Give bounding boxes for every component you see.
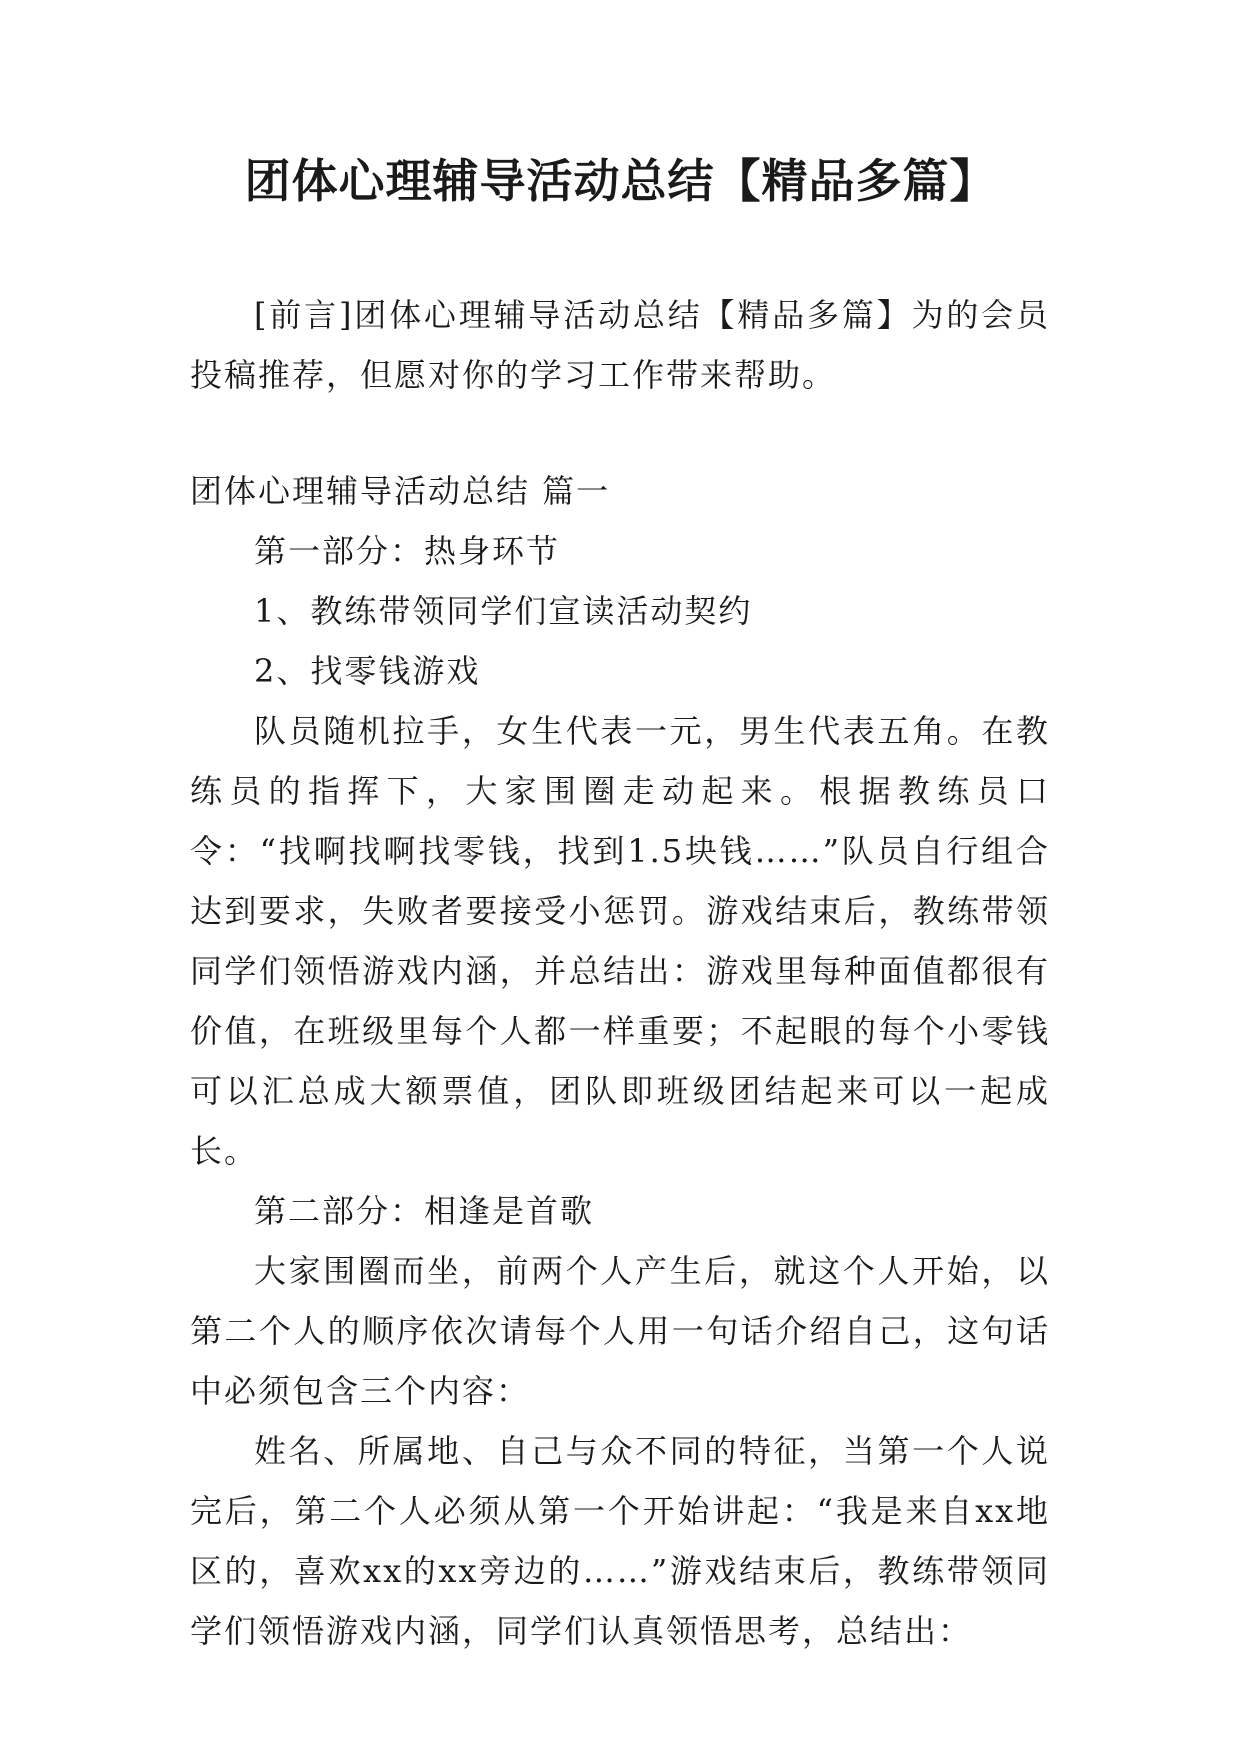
part-one-heading: 第一部分：热身环节 [254, 532, 561, 570]
preface-paragraph: [前言]团体心理辅导活动总结【精品多篇】为的会员投稿推荐，但愿对你的学习工作带来帮助。 [190, 296, 1050, 394]
part-two-heading: 第二部分：相逢是首歌 [254, 1192, 595, 1230]
body-paragraph: 大家围圈而坐，前两个人产生后，就这个人开始，以第二个人的顺序依次请每个人用一句话介绍自己，这句话中必须包含三个内容： [190, 1252, 1050, 1410]
list-item: 1、教练带领同学们宣读活动契约 [254, 592, 753, 630]
document-title: 团体心理辅导活动总结【精品多篇】 [244, 154, 997, 208]
section-heading: 团体心理辅导活动总结 篇一 [190, 472, 611, 510]
list-item: 2、找零钱游戏 [254, 652, 481, 690]
document-body [190, 285, 1050, 1661]
body-paragraph: 姓名、所属地、自己与众不同的特征，当第一个人说完后，第二个人必须从第一个开始讲起：“我是来自xx地区的，喜欢xx的xx旁边的……”游戏结束后，教练带领同学们领悟游戏内涵，同学们认真领悟思考，总结出： [190, 1432, 1050, 1650]
body-paragraph: 队员随机拉手，女生代表一元，男生代表五角。在教练员的指挥下，大家围圈走动起来。根据教练员口令：“找啊找啊找零钱，找到1.5块钱……”队员自行组合达到要求，失败者要接受小惩罚。游戏结束后，教练带领同学们领悟游戏内涵，并总结出：游戏里每种面值都很有价值，在班级里每个人都一样重要；不起眼的每个小零钱可以汇总成大额票值，团队即班级团结起来可以一起成长。 [190, 712, 1050, 1170]
